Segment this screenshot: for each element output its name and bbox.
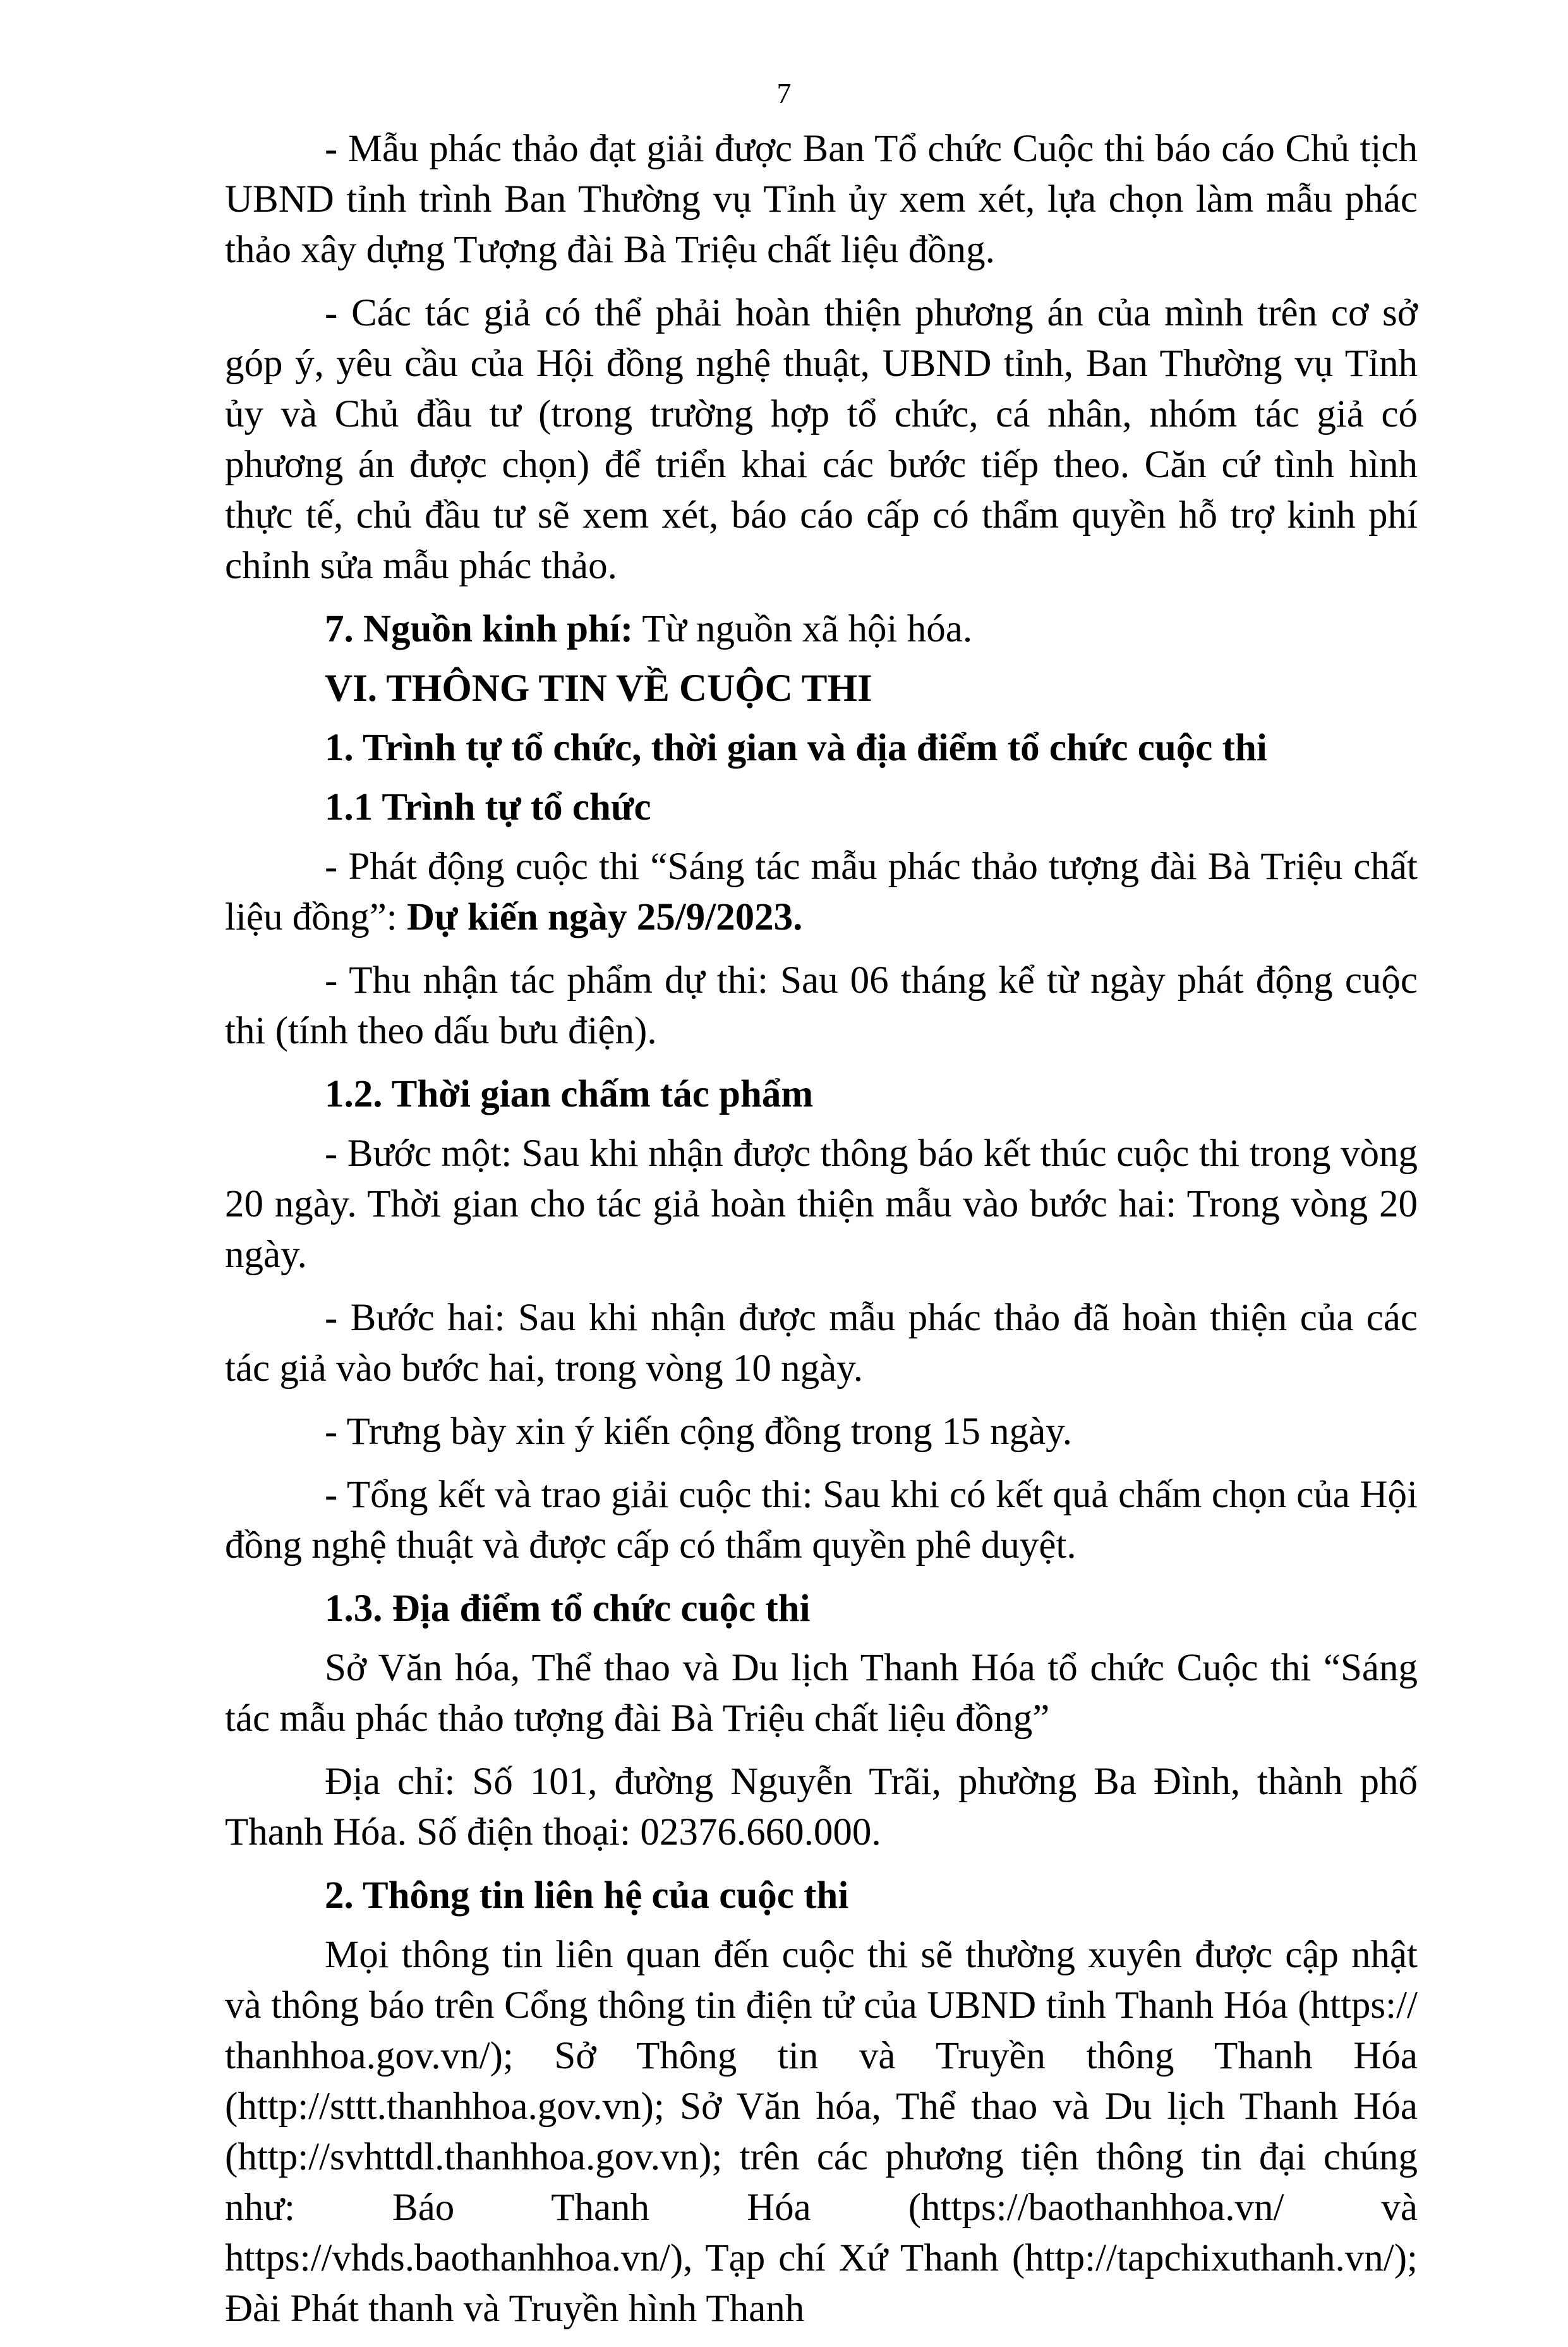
paragraph-organizer: Sở Văn hóa, Thể thao và Du lịch Thanh Hóa tổ chức Cuộc thi “Sáng tác mẫu phác thảo tượng đài Bà Triệu chất liệu đồng” — [225, 1647, 1418, 1740]
heading-2-contact: 2. Thông tin liên hệ của cuộc thi — [325, 1874, 849, 1917]
paragraph-exhibition: - Trưng bày xin ý kiến cộng đồng trong 15 ngày. — [325, 1410, 1072, 1453]
funding-label: 7. Nguồn kinh phí: — [325, 608, 634, 650]
heading-1-3-venue: 1.3. Địa điểm tổ chức cuộc thi — [325, 1587, 811, 1630]
paragraph-submission: - Thu nhận tác phẩm dự thi: Sau 06 tháng kể từ ngày phát động cuộc thi (tính theo dấu bưu điện). — [225, 959, 1418, 1052]
paragraph-address: Địa chỉ: Số 101, đường Nguyễn Trãi, phường Ba Đình, thành phố Thanh Hóa. Số điện thoại: 02376.660.000. — [225, 1761, 1418, 1853]
paragraph-contact-info: Mọi thông tin liên quan đến cuộc thi sẽ thường xuyên được cập nhật và thông báo trên Cổng thông tin điện tử của UBND tỉnh Thanh Hóa (https:// thanhhoa.gov.vn/); Sở Thông tin và Truyền thông Thanh Hóa (http://sttt.thanhhoa.gov.vn); Sở Văn hóa, Thể thao và Du lịch Thanh Hóa (http://svhttdl.thanhhoa.gov.vn); trên các phương tiện thông tin đại chúng như: Báo Thanh Hóa (https://baothanhhoa.vn/ và https://vhds.baothanhhoa.vn/), Tạp chí Xứ Thanh (http://tapchixuthanh.vn/); Đài Phát thanh và Truyền hình Thanh — [225, 1934, 1418, 2330]
paragraph-authors-revision: - Các tác giả có thể phải hoàn thiện phương án của mình trên cơ sở góp ý, yêu cầu của Hội đồng nghệ thuật, UBND tỉnh, Ban Thường vụ Tỉnh ủy và Chủ đầu tư (trong trường hợp tổ chức, cá nhân, nhóm tác giả có phương án được chọn) để triển khai các bước tiếp theo. Căn cứ tình hình thực tế, chủ đầu tư sẽ xem xét, báo cáo cấp có thẩm quyền hỗ trợ kinh phí chỉnh sửa mẫu phác thảo. — [225, 292, 1418, 587]
paragraph-funding — [225, 604, 1418, 655]
launch-text: - Phát động cuộc thi “Sáng tác mẫu phác thảo tượng đài Bà Triệu chất liệu đồng”: — [225, 846, 1418, 938]
heading-1-procedure: 1. Trình tự tổ chức, thời gian và địa điểm tổ chức cuộc thi — [325, 727, 1267, 769]
heading-1-2-judging-time: 1.2. Thời gian chấm tác phẩm — [325, 1073, 814, 1115]
paragraph-winning-draft: - Mẫu phác thảo đạt giải được Ban Tổ chức Cuộc thi báo cáo Chủ tịch UBND tỉnh trình Ban Thường vụ Tỉnh ủy xem xét, lựa chọn làm mẫu phác thảo xây dựng Tượng đài Bà Triệu chất liệu đồng. — [225, 128, 1418, 271]
document-body — [225, 124, 1418, 2347]
page-number: 7 — [776, 77, 792, 109]
heading-section-vi: VI. THÔNG TIN VỀ CUỘC THI — [325, 667, 872, 710]
paragraph-step-one: - Bước một: Sau khi nhận được thông báo kết thúc cuộc thi trong vòng 20 ngày. Thời gian cho tác giả hoàn thiện mẫu vào bước hai: Trong vòng 20 ngày. — [225, 1132, 1418, 1276]
paragraph-step-two: - Bước hai: Sau khi nhận được mẫu phác thảo đã hoàn thiện của các tác giả vào bước hai, trong vòng 10 ngày. — [225, 1297, 1418, 1390]
funding-text: Từ nguồn xã hội hóa. — [633, 608, 973, 650]
paragraph-awards: - Tổng kết và trao giải cuộc thi: Sau khi có kết quả chấm chọn của Hội đồng nghệ thuật và được cấp có thẩm quyền phê duyệt. — [225, 1474, 1418, 1567]
paragraph-launch — [225, 842, 1418, 943]
heading-1-1-order: 1.1 Trình tự tổ chức — [325, 786, 651, 828]
launch-date: Dự kiến ngày 25/9/2023. — [407, 896, 803, 938]
